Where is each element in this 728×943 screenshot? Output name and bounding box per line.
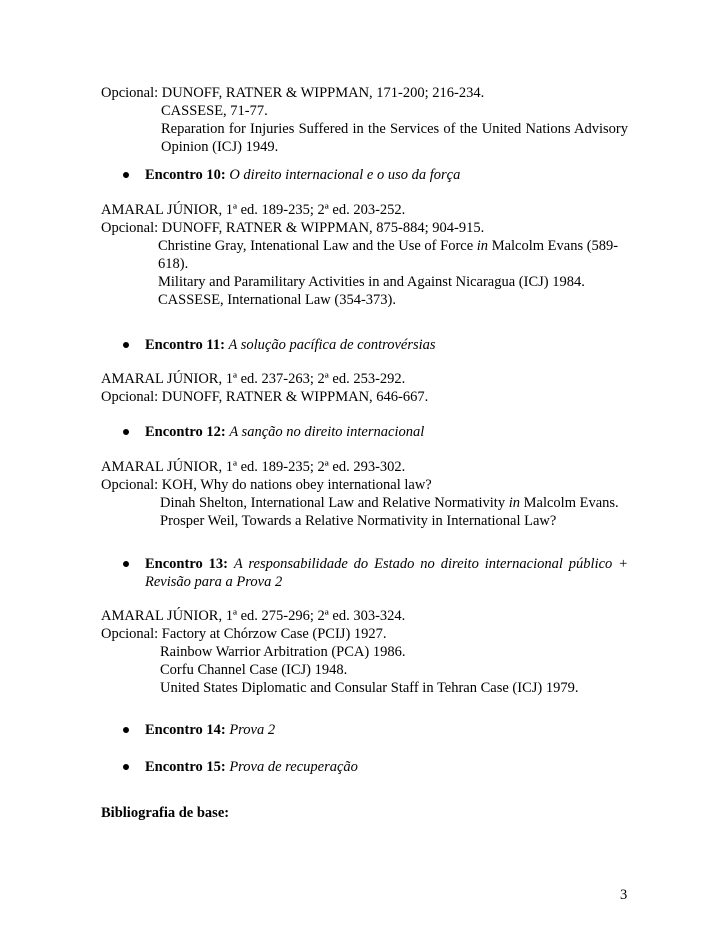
reference-text: Dinah Shelton, International Law and Relative Normativity	[160, 495, 509, 511]
encontro-10-title: O direito internacional e o uso da força	[229, 167, 461, 183]
encontro-15-heading	[145, 758, 358, 776]
encontro-10-label: Encontro 10:	[145, 167, 226, 183]
reference-line: AMARAL JÚNIOR, 1ª ed. 275-296; 2ª ed. 303-324.	[101, 608, 406, 624]
gray-reference-line-2: 618).	[158, 256, 189, 272]
encontro-13-heading-line-2: Revisão para a Prova 2	[145, 574, 283, 590]
encontro-13-title: A responsabilidade do Estado no direito internacional público +	[233, 556, 628, 572]
reference-line: AMARAL JÚNIOR, 1ª ed. 237-263; 2ª ed. 253-292.	[101, 371, 406, 387]
reference-line: AMARAL JÚNIOR, 1ª ed. 189-235; 2ª ed. 203-252.	[101, 202, 406, 218]
page-number: 3	[620, 887, 628, 903]
reparation-line-1: Reparation for Injuries Suffered in the Services of the United Nations Advisory	[161, 121, 628, 137]
reparation-line-2: Opinion (ICJ) 1949.	[161, 139, 279, 155]
cassese-line: CASSESE, International Law (354-373).	[158, 292, 397, 308]
encontro-15-label: Encontro 15:	[145, 759, 226, 775]
encontro-12-title: A sanção no direito internacional	[229, 424, 425, 440]
bullet-icon	[123, 764, 129, 770]
encontro-11-label: Encontro 11:	[145, 337, 225, 353]
bullet-icon	[123, 561, 129, 567]
opcional-line: Opcional: DUNOFF, RATNER & WIPPMAN, 171-200; 216-234.	[101, 85, 485, 101]
tehran-line: United States Diplomatic and Consular Staff in Tehran Case (ICJ) 1979.	[160, 680, 579, 696]
encontro-11-heading	[145, 336, 436, 354]
bullet-icon	[123, 727, 129, 733]
opcional-line: Opcional: KOH, Why do nations obey international law?	[101, 477, 432, 493]
encontro-11-title: A solução pacífica de controvérsias	[228, 337, 436, 353]
encontro-15-title: Prova de recuperação	[229, 759, 358, 775]
bullet-icon	[123, 342, 129, 348]
opcional-line: Opcional: DUNOFF, RATNER & WIPPMAN, 875-884; 904-915.	[101, 220, 485, 236]
bibliografia-heading: Bibliografia de base:	[101, 805, 230, 821]
encontro-12-heading	[145, 423, 424, 441]
gray-reference-line-1	[158, 237, 618, 255]
reference-line: AMARAL JÚNIOR, 1ª ed. 189-235; 2ª ed. 293-302.	[101, 459, 406, 475]
reference-text: Christine Gray, Intenational Law and the Use of Force	[158, 238, 477, 254]
reference-italic: in	[476, 238, 489, 254]
encontro-14-title: Prova 2	[229, 722, 276, 738]
nicaragua-line: Military and Paramilitary Activities in and Against Nicaragua (ICJ) 1984.	[158, 274, 585, 290]
opcional-line: Opcional: DUNOFF, RATNER & WIPPMAN, 646-667.	[101, 389, 429, 405]
encontro-12-label: Encontro 12:	[145, 424, 226, 440]
weil-line: Prosper Weil, Towards a Relative Normativity in International Law?	[160, 513, 557, 529]
reference-text: Malcolm Evans (589-	[488, 238, 619, 254]
encontro-14-label: Encontro 14:	[145, 722, 226, 738]
opcional-line: Opcional: Factory at Chórzow Case (PCIJ) 1927.	[101, 626, 387, 642]
rainbow-warrior-line: Rainbow Warrior Arbitration (PCA) 1986.	[160, 644, 406, 660]
reference-text: Malcolm Evans.	[520, 495, 619, 511]
encontro-10-heading	[145, 166, 460, 184]
bullet-icon	[123, 172, 129, 178]
encontro-14-heading	[145, 721, 275, 739]
corfu-channel-line: Corfu Channel Case (ICJ) 1948.	[160, 662, 348, 678]
cassese-line: CASSESE, 71-77.	[161, 103, 268, 119]
bullet-icon	[123, 429, 129, 435]
shelton-line	[160, 494, 619, 512]
reference-italic: in	[508, 495, 520, 511]
encontro-13-label: Encontro 13:	[145, 556, 228, 572]
